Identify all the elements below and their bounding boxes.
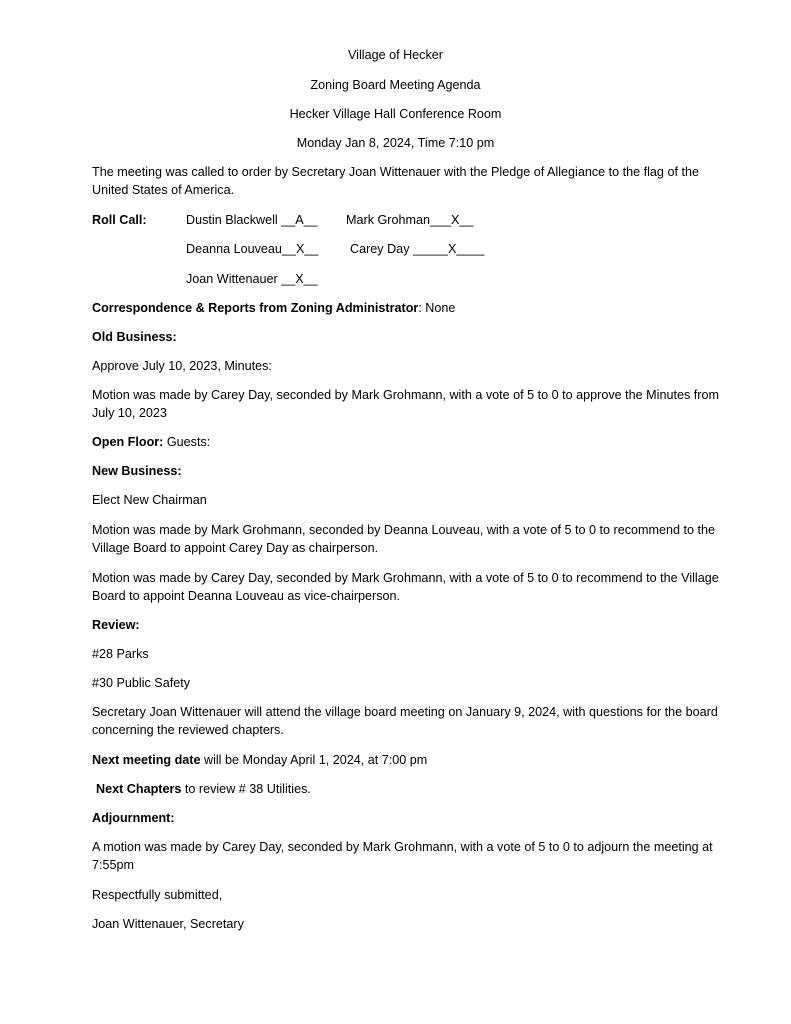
approve-minutes-item: Approve July 10, 2023, Minutes: <box>92 359 272 373</box>
adjournment-motion-line1: A motion was made by Carey Day, seconded by Mark Grohmann, with a vote of 5 to 0 to adjourn the meeting at <box>92 840 713 854</box>
header-village: Village of Hecker <box>348 48 443 62</box>
roll-call-member: Dustin Blackwell __A__ <box>186 213 318 227</box>
old-business-motion-line1: Motion was made by Carey Day, seconded by Mark Grohmann, with a vote of 5 to 0 to approve the Minutes from <box>92 388 719 402</box>
review-item: #28 Parks <box>92 647 149 661</box>
next-meeting-value: will be Monday April 1, 2024, at 7:00 pm <box>200 753 428 767</box>
next-meeting-section <box>92 752 752 769</box>
correspondence-value: : None <box>418 301 456 315</box>
adjournment-motion-line2: 7:55pm <box>92 858 135 872</box>
header-datetime: Monday Jan 8, 2024, Time 7:10 pm <box>296 136 495 150</box>
roll-call-member: Joan Wittenauer __X__ <box>186 272 318 286</box>
roll-call-member: Mark Grohman___X__ <box>346 213 474 227</box>
open-floor-value: Guests: <box>163 435 211 449</box>
next-chapters-value: to review # 38 Utilities. <box>181 782 311 796</box>
new-business-motion2-line2: Board to appoint Deanna Louveau as vice-chairperson. <box>92 589 401 603</box>
roll-call-label: Roll Call: <box>92 213 147 227</box>
new-business-motion1-line2: Village Board to appoint Carey Day as chairperson. <box>92 541 379 555</box>
adjournment-heading: Adjournment: <box>92 811 175 825</box>
call-to-order-line2: United States of America. <box>92 183 235 197</box>
review-note-line2: concerning the reviewed chapters. <box>92 723 284 737</box>
new-business-motion1-line1: Motion was made by Mark Grohmann, seconded by Deanna Louveau, with a vote of 5 to 0 to recommend to the <box>92 523 716 537</box>
review-item: #30 Public Safety <box>92 676 191 690</box>
roll-call-member: Carey Day _____X____ <box>350 242 485 256</box>
correspondence-label: Correspondence & Reports from Zoning Administrator <box>92 301 419 315</box>
new-business-motion2-line1: Motion was made by Carey Day, seconded by Mark Grohmann, with a vote of 5 to 0 to recommend to the Village <box>92 571 719 585</box>
next-chapters-label: Next Chapters <box>96 782 182 796</box>
old-business-heading: Old Business: <box>92 330 177 344</box>
elect-chairman-item: Elect New Chairman <box>92 493 207 507</box>
signature-line: Joan Wittenauer, Secretary <box>92 917 244 931</box>
next-chapters-section <box>96 781 756 798</box>
header-title: Zoning Board Meeting Agenda <box>310 78 481 92</box>
open-floor-section <box>92 434 752 451</box>
header-location: Hecker Village Hall Conference Room <box>289 107 502 121</box>
new-business-heading: New Business: <box>92 464 182 478</box>
review-note-line1: Secretary Joan Wittenauer will attend the village board meeting on January 9, 2024, with questions for the board <box>92 705 718 719</box>
next-meeting-label: Next meeting date <box>92 753 201 767</box>
roll-call-member: Deanna Louveau__X__ <box>186 242 319 256</box>
respectfully-submitted: Respectfully submitted, <box>92 888 223 902</box>
old-business-motion-line2: July 10, 2023 <box>92 406 167 420</box>
open-floor-label: Open Floor: <box>92 435 164 449</box>
correspondence-section <box>92 300 752 317</box>
call-to-order-line1: The meeting was called to order by Secretary Joan Wittenauer with the Pledge of Allegiance to the flag of the <box>92 165 699 179</box>
review-heading: Review: <box>92 618 140 632</box>
